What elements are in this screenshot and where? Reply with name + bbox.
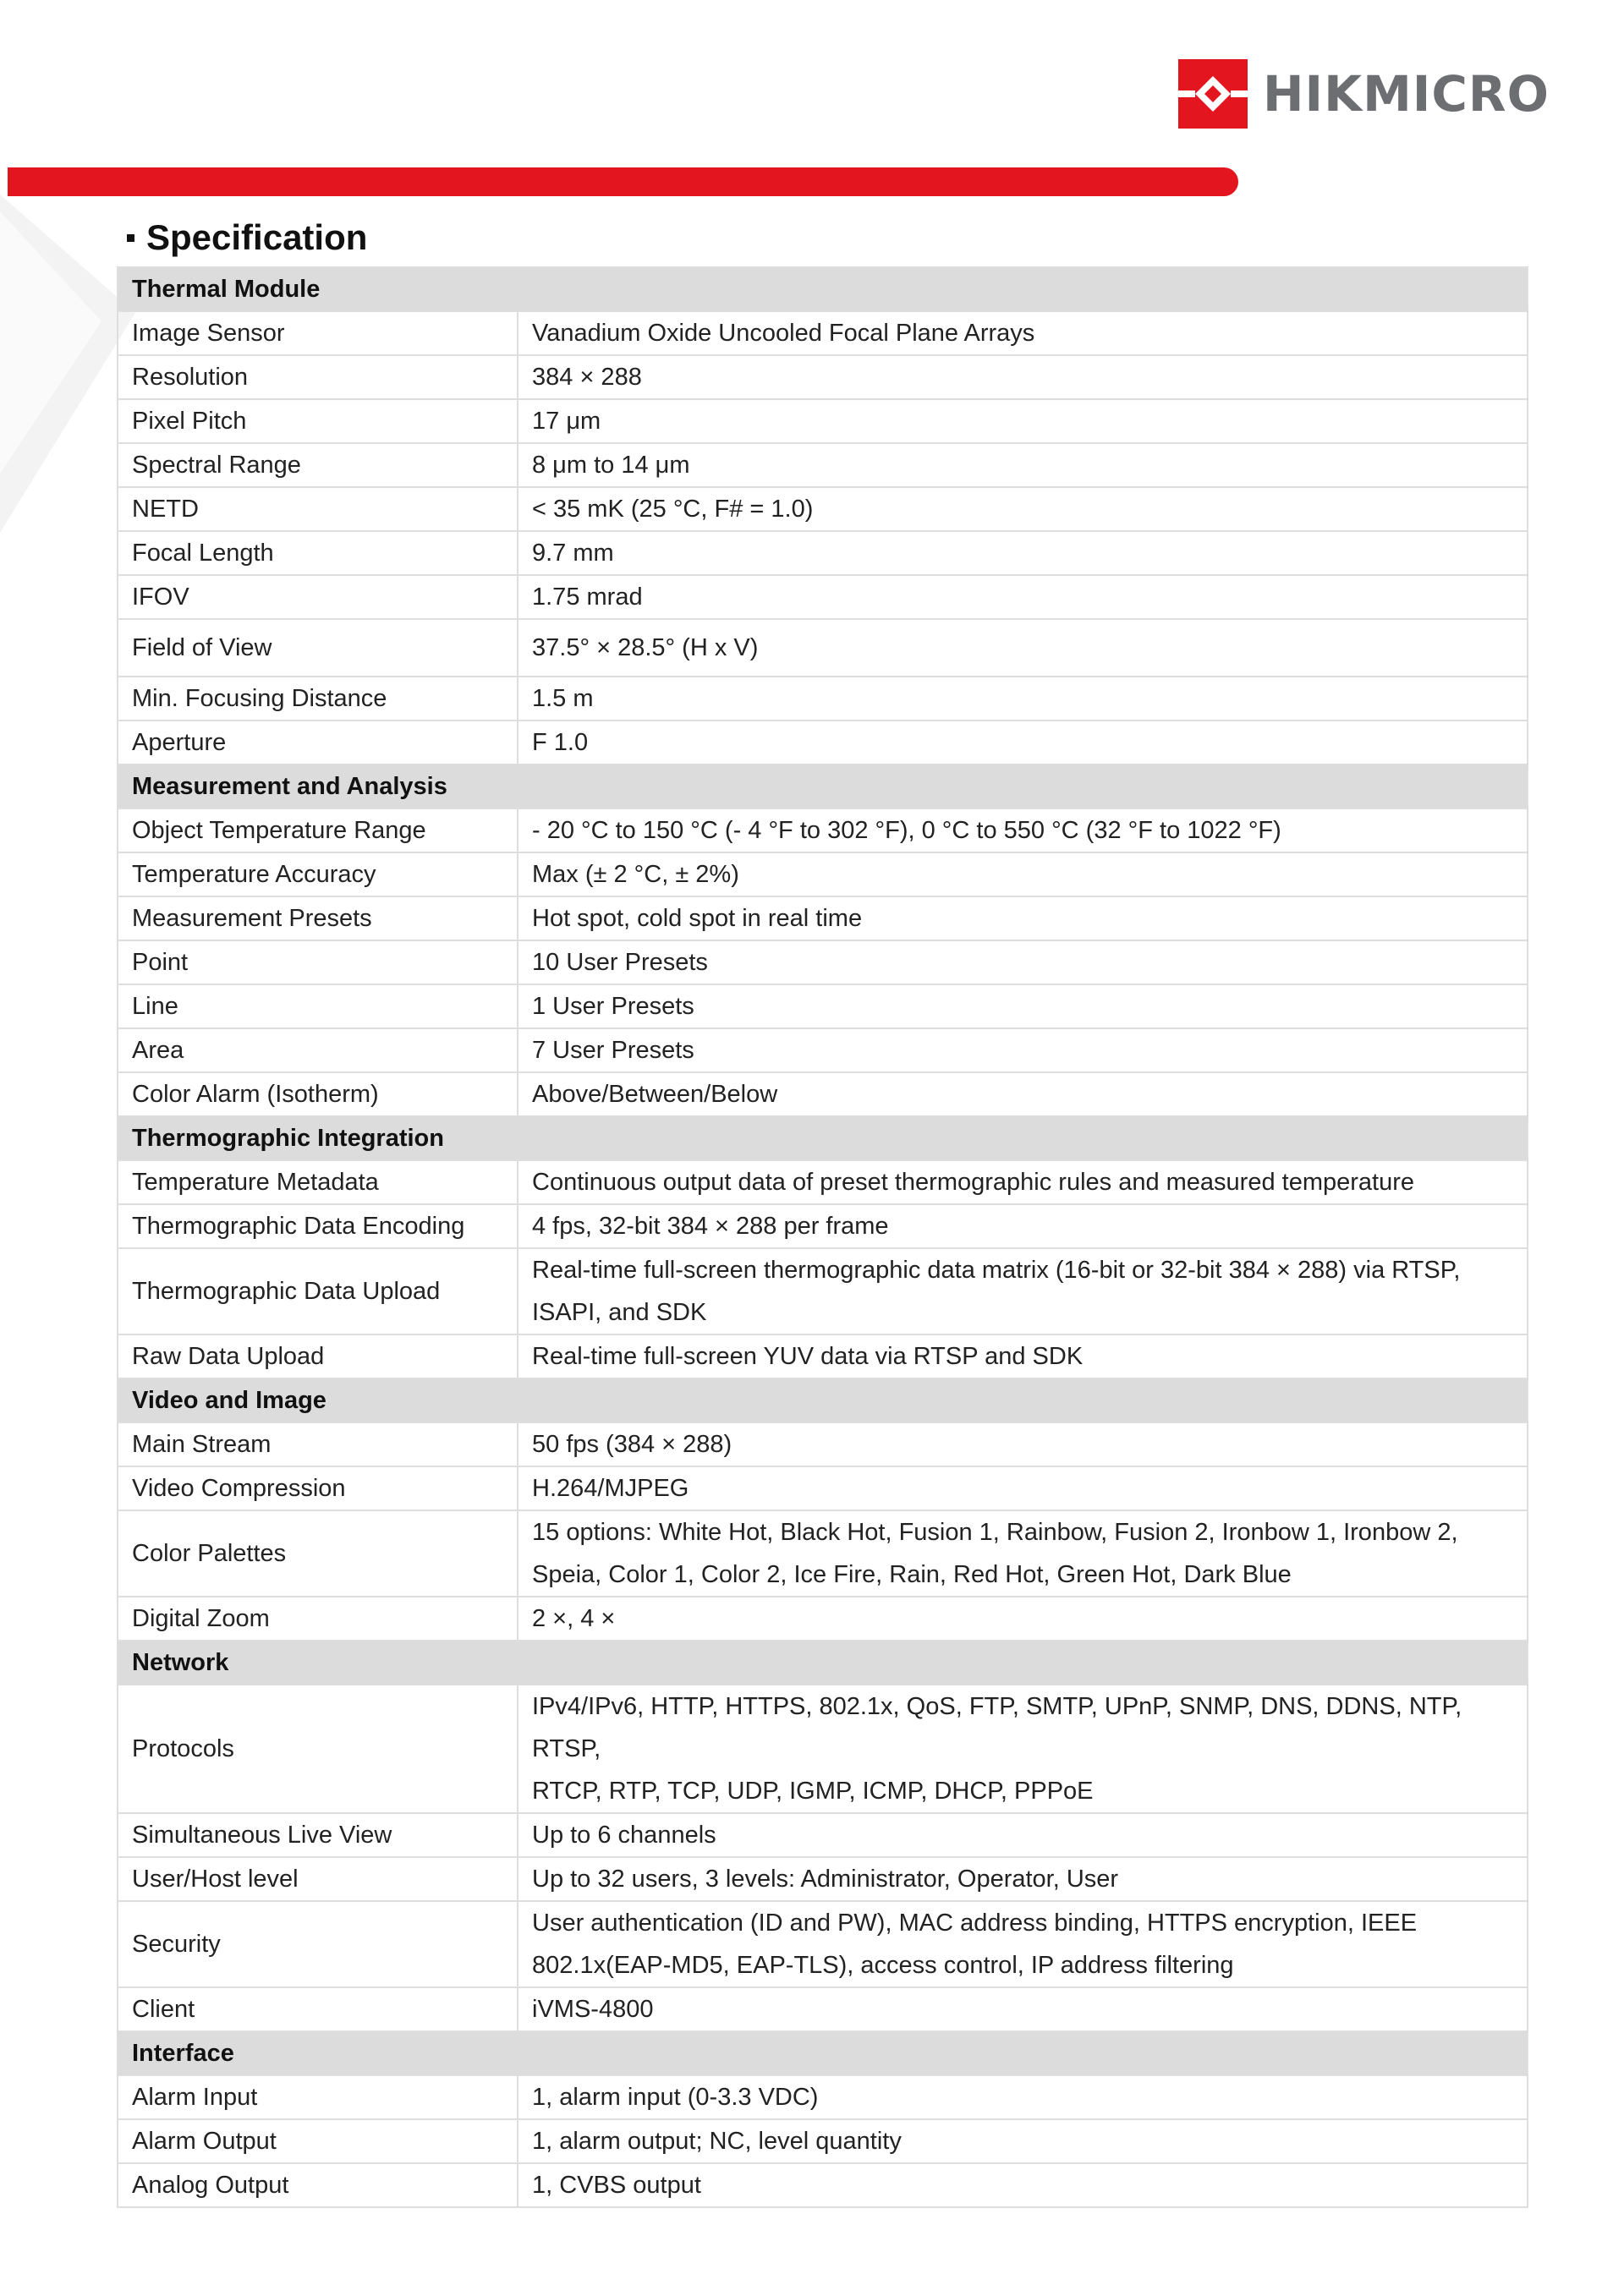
header-accent-bar [8,167,1238,196]
spec-row [118,940,1528,984]
spec-value: Continuous output data of preset thermographic rules and measured temperature [518,1160,1528,1204]
spec-value: Up to 32 users, 3 levels: Administrator, Operator, User [518,1857,1528,1901]
spec-label: Focal Length [118,531,518,575]
spec-label: Line [118,984,518,1028]
spec-label: Point [118,940,518,984]
spec-label: Measurement Presets [118,896,518,940]
spec-row [118,355,1528,399]
spec-value: - 20 °C to 150 °C (- 4 °F to 302 °F), 0 °C to 550 °C (32 °F to 1022 °F) [518,808,1528,852]
spec-value: Real-time full-screen YUV data via RTSP and SDK [518,1334,1528,1378]
spec-label: User/Host level [118,1857,518,1901]
section-title: Interface [118,2031,1528,2075]
spec-value: 50 fps (384 × 288) [518,1422,1528,1466]
spec-row [118,2119,1528,2163]
spec-value-line: Real-time full-screen thermographic data matrix (16-bit or 32-bit 384 × 288) via RTSP, [532,1257,1461,1284]
spec-value: Max (± 2 °C, ± 2%) [518,852,1528,896]
spec-value: 384 × 288 [518,355,1528,399]
spec-label: IFOV [118,575,518,619]
spec-row [118,896,1528,940]
spec-value: 1.75 mrad [518,575,1528,619]
spec-value: Vanadium Oxide Uncooled Focal Plane Arrays [518,311,1528,355]
spec-label: Min. Focusing Distance [118,677,518,721]
spec-label: Client [118,1987,518,2031]
spec-value: iVMS-4800 [518,1987,1528,2031]
spec-value-line: User authentication (ID and PW), MAC address binding, HTTPS encryption, IEEE [532,1910,1418,1937]
spec-row [118,721,1528,764]
section-header-row [118,1378,1528,1422]
spec-row [118,1466,1528,1510]
spec-row [118,575,1528,619]
spec-row [118,2163,1528,2207]
spec-row [118,2075,1528,2119]
section-title: Video and Image [118,1378,1528,1422]
spec-label: Thermographic Data Upload [118,1248,518,1334]
spec-label: Image Sensor [118,311,518,355]
page-title-text: Specification [146,217,368,257]
spec-value: F 1.0 [518,721,1528,764]
spec-value: Hot spot, cold spot in real time [518,896,1528,940]
spec-value-line: Speia, Color 1, Color 2, Ice Fire, Rain, Red Hot, Green Hot, Dark Blue [532,1561,1292,1588]
spec-label: Color Palettes [118,1510,518,1597]
spec-row [118,1510,1528,1597]
spec-row [118,1685,1528,1813]
spec-label: Temperature Metadata [118,1160,518,1204]
spec-value: H.264/MJPEG [518,1466,1528,1510]
spec-value: 1.5 m [518,677,1528,721]
spec-value: 9.7 mm [518,531,1528,575]
spec-label: NETD [118,487,518,531]
spec-row [118,531,1528,575]
spec-value-line: ISAPI, and SDK [532,1299,707,1326]
spec-value: < 35 mK (25 °C, F# = 1.0) [518,487,1528,531]
spec-label: Area [118,1028,518,1072]
spec-row [118,1160,1528,1204]
spec-label: Color Alarm (Isotherm) [118,1072,518,1116]
spec-value: 8 μm to 14 μm [518,443,1528,487]
spec-value: 37.5° × 28.5° (H x V) [518,619,1528,677]
hikmicro-logo-icon [1178,59,1248,129]
spec-row [118,443,1528,487]
section-title: Measurement and Analysis [118,764,1528,808]
spec-label: Aperture [118,721,518,764]
spec-value [518,1901,1528,1987]
spec-row [118,1813,1528,1857]
spec-row [118,487,1528,531]
spec-label: Alarm Input [118,2075,518,2119]
spec-value: 2 ×, 4 × [518,1597,1528,1641]
spec-value: 1, alarm input (0-3.3 VDC) [518,2075,1528,2119]
spec-row [118,1597,1528,1641]
spec-row [118,1204,1528,1248]
spec-label: Simultaneous Live View [118,1813,518,1857]
spec-value-line: 802.1x(EAP-MD5, EAP-TLS), access control, IP address filtering [532,1952,1234,1979]
spec-label: Alarm Output [118,2119,518,2163]
spec-row [118,311,1528,355]
spec-row [118,1987,1528,2031]
spec-row [118,1334,1528,1378]
spec-row [118,677,1528,721]
section-header-row [118,267,1528,311]
brand-name: HIKMICRO [1263,65,1550,123]
spec-value: 1, CVBS output [518,2163,1528,2207]
spec-label: Field of View [118,619,518,677]
spec-row [118,852,1528,896]
watermark-shape [0,195,135,533]
spec-label: Security [118,1901,518,1987]
spec-value: Up to 6 channels [518,1813,1528,1857]
spec-row [118,1901,1528,1987]
spec-label: Main Stream [118,1422,518,1466]
spec-value-line: 15 options: White Hot, Black Hot, Fusion 1, Rainbow, Fusion 2, Ironbow 1, Ironbow 2, [532,1519,1458,1546]
page-title [127,217,368,257]
spec-value: 4 fps, 32-bit 384 × 288 per frame [518,1204,1528,1248]
spec-row [118,619,1528,677]
spec-value: 10 User Presets [518,940,1528,984]
section-header-row [118,764,1528,808]
spec-value: 17 μm [518,399,1528,443]
spec-row [118,808,1528,852]
spec-label: Pixel Pitch [118,399,518,443]
section-title: Thermographic Integration [118,1116,1528,1160]
spec-label: Temperature Accuracy [118,852,518,896]
spec-row [118,399,1528,443]
spec-value-line: RTCP, RTP, TCP, UDP, IGMP, ICMP, DHCP, PPPoE [532,1778,1094,1805]
spec-row [118,984,1528,1028]
spec-label: Digital Zoom [118,1597,518,1641]
spec-label: Object Temperature Range [118,808,518,852]
spec-row [118,1422,1528,1466]
section-title: Thermal Module [118,267,1528,311]
spec-table [117,266,1528,2208]
spec-value: Above/Between/Below [518,1072,1528,1116]
spec-value [518,1510,1528,1597]
spec-label: Analog Output [118,2163,518,2207]
spec-row [118,1072,1528,1116]
spec-label: Video Compression [118,1466,518,1510]
spec-value: 7 User Presets [518,1028,1528,1072]
section-title: Network [118,1641,1528,1685]
bullet-icon [127,234,134,242]
spec-value [518,1248,1528,1334]
spec-value: 1 User Presets [518,984,1528,1028]
spec-row [118,1028,1528,1072]
spec-label: Protocols [118,1685,518,1813]
section-header-row [118,1641,1528,1685]
spec-label: Spectral Range [118,443,518,487]
spec-value-line: IPv4/IPv6, HTTP, HTTPS, 802.1x, QoS, FTP, SMTP, UPnP, SNMP, DNS, DDNS, NTP, RTSP, [532,1693,1462,1762]
spec-value: 1, alarm output; NC, level quantity [518,2119,1528,2163]
section-header-row [118,1116,1528,1160]
spec-row [118,1248,1528,1334]
spec-value [518,1685,1528,1813]
spec-row [118,1857,1528,1901]
section-header-row [118,2031,1528,2075]
spec-label: Thermographic Data Encoding [118,1204,518,1248]
brand-logo [1178,58,1550,130]
spec-label: Raw Data Upload [118,1334,518,1378]
spec-label: Resolution [118,355,518,399]
